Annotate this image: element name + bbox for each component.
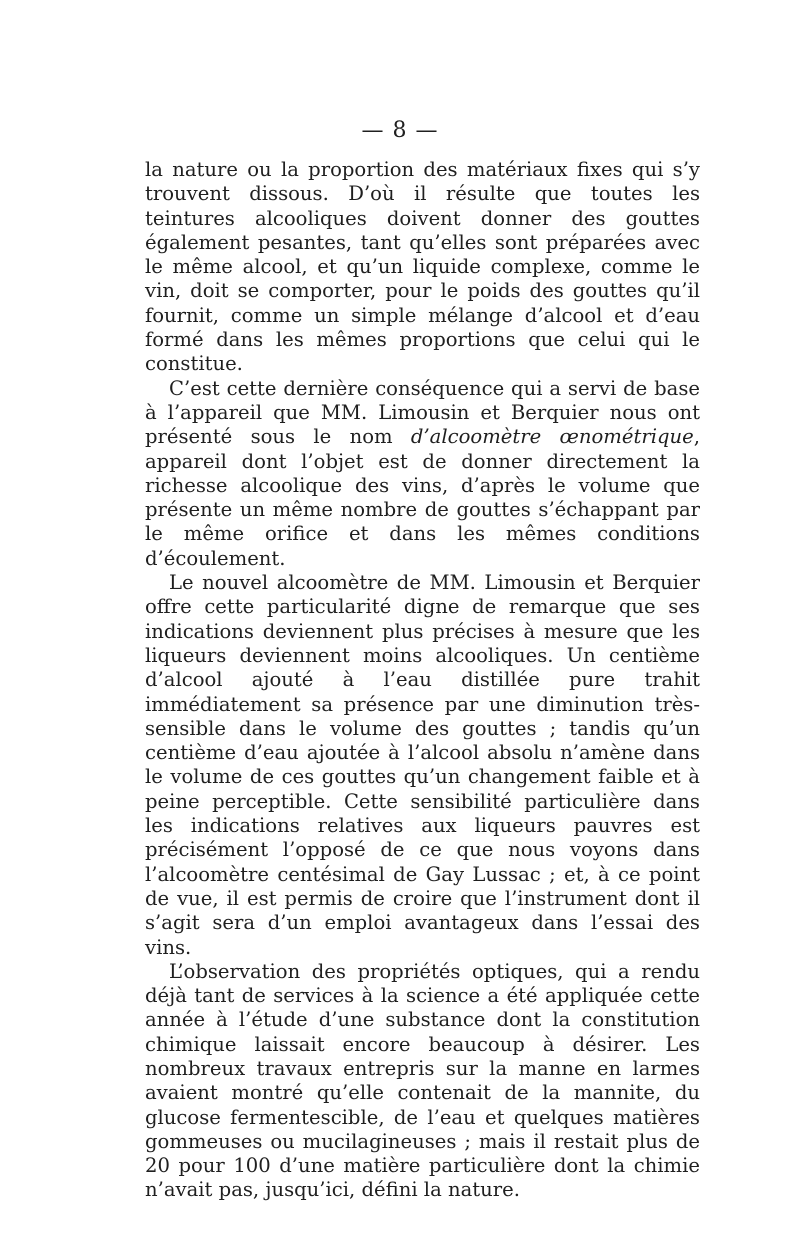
paragraph-1: la nature ou la proportion des matériaux fixes qui s’y trouvent dissous. D’où il résulte que toutes les teintures alcooliques doivent donner des gouttes également pesantes, tant qu’elles sont préparées avec le même alcool, et qu’un liquide complexe, comme le vin, doit se comporter, pour le poids des gouttes qu’il fournit, comme un simple mélange d’alcool et d’eau formé dans les mêmes proportions que celui qui le constitue. bbox=[145, 158, 700, 376]
paragraph-2 bbox=[145, 377, 700, 571]
paragraph-4: L’observation des propriétés optiques, qui a rendu déjà tant de services à la science a été appliquée cette année à l’étude d’une substance dont la constitution chimique laissait encore beaucoup à désirer. Les nombreux travaux entrepris sur la manne en larmes avaient montré qu’elle contenait de la mannite, du glucose fermentescible, de l’eau et quelques matières gommeuses ou mucilagineuses ; mais il restait plus de 20 pour 100 d’une matière particulière dont la chimie n’avait pas, jusqu’ici, défini la nature. bbox=[145, 959, 700, 1202]
paragraph-2-text-b: , appareil dont l’objet est de donner directement la richesse alcoolique des vins, d’après le volume que présente un même nombre de gouttes s’échappant par le même orifice et dans les mêmes conditions d’écoulement. bbox=[145, 425, 700, 570]
page-number: — 8 — bbox=[361, 118, 439, 143]
page-body bbox=[145, 158, 700, 1203]
paragraph-3: Le nouvel alcoomètre de MM. Limousin et Berquier offre cette particularité digne de remarque que ses indications deviennent plus précises à mesure que les liqueurs deviennent moins alcooliques. Un centième d’alcool ajouté à l’eau distillée pure trahit immédiatement sa présence par une diminution très-sensible dans le volume des gouttes ; tandis qu’un centième d’eau ajoutée à l’alcool absolu n’amène dans le volume de ces gouttes qu’un changement faible et à peine perceptible. Cette sensibilité particulière dans les indications relatives aux liqueurs pauvres est précisément l’opposé de ce que nous voyons dans l’alcoomètre centésimal de Gay Lussac ; et, à ce point de vue, il est permis de croire que l’instrument dont il s’agit sera d’un emploi avantageux dans l’essai des vins. bbox=[145, 571, 700, 959]
instrument-name-italic: d’alcoomètre œnométrique bbox=[410, 425, 694, 449]
paragraph-2-text-a: C’est cette dernière conséquence qui a servi de base à l’appareil que MM. Limousin et Berquier nous ont présenté sous le nom bbox=[145, 376, 700, 449]
